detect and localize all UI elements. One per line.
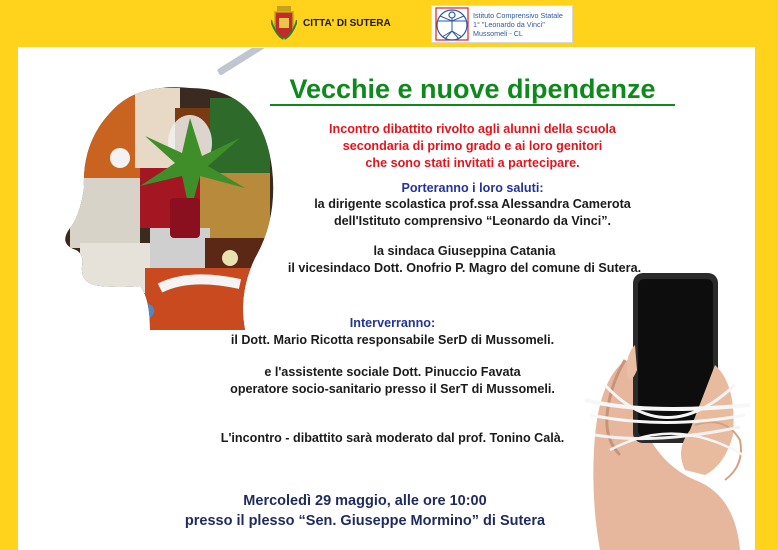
social-worker-text: e l'assistente sociale Dott. Pinuccio Favata operatore socio-sanitario presso il SerT di Mussomeli. — [230, 365, 555, 396]
comune-logo — [271, 6, 391, 40]
speakers-heading: Interverranno: — [349, 316, 436, 330]
page-title: Vecchie e nuove dipendenze — [289, 74, 656, 104]
intro-text: Incontro dibattito rivolto agli alunni della scuola secondaria di primo grado e ai loro genitori che sono stati invitati a partecipare. — [329, 122, 616, 170]
event-details: Mercoledì 29 maggio, alle ore 10:00 presso il plesso “Sen. Giuseppe Mormino” di Sutera — [184, 493, 546, 529]
greetings-heading: Porteranno i loro saluti: — [401, 181, 544, 195]
mayors-text: la sindaca Giuseppina Catania il vicesindaco Dott. Onofrio P. Magro del comune di Sutera. — [287, 244, 642, 275]
title-underline — [270, 104, 675, 106]
comune-name: CITTA' DI SUTERA — [303, 17, 391, 29]
phone-tied-hands-illustration — [565, 265, 765, 550]
speakers-text: il Dott. Mario Ricotta responsabile SerD di Mussomeli. — [230, 333, 555, 347]
vitruvian-man-icon — [434, 6, 470, 42]
istituto-logo — [431, 5, 573, 43]
addiction-head-illustration — [40, 48, 280, 338]
greetings-text: la dirigente scolastica prof.ssa Alessandra Camerota dell'Istituto comprensivo “Leonardo da Vinci”. — [314, 197, 631, 228]
istituto-name: Istituto Comprensivo Statale 1° "Leonardo da Vinci" Mussomeli - CL — [473, 10, 563, 38]
moderator-text: L'incontro - dibattito sarà moderato dal prof. Tonino Calà. — [220, 431, 565, 445]
comune-crest-icon — [271, 6, 297, 40]
